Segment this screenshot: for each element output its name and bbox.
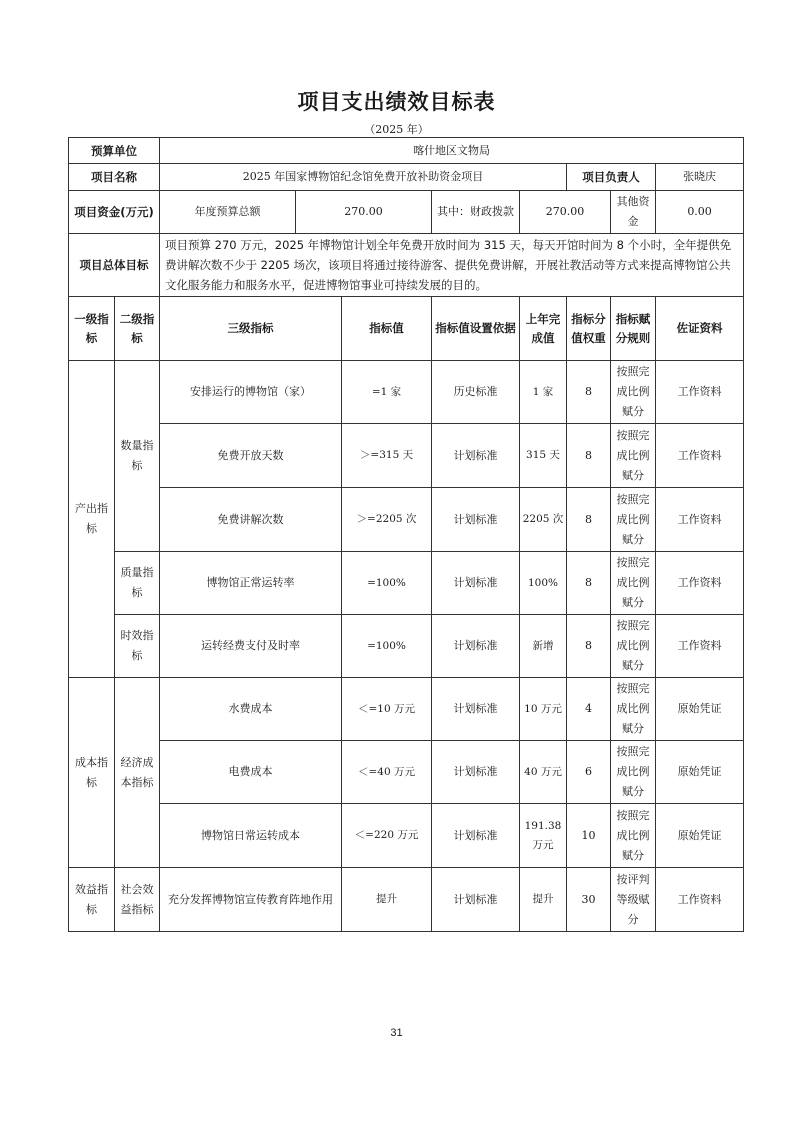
indicator-basis: 计划标准 [432,488,520,552]
header-level1: 一级指标 [69,297,115,361]
table-row [69,361,744,424]
group-quantity: 数量指标 [115,361,160,552]
indicator-evidence: 工作资料 [656,552,744,615]
indicator-last-year: 100% [520,552,567,615]
indicator-rule: 按照完成比例赋分 [611,424,656,488]
indicator-rule: 按评判等级赋分 [611,868,656,932]
group-timeliness: 时效指标 [115,615,160,678]
header-basis: 指标值设置依据 [432,297,520,361]
project-name-label: 项目名称 [69,164,160,191]
indicator-evidence: 原始凭证 [656,741,744,804]
project-funds-label: 项目资金(万元) [69,191,160,234]
group-quality: 质量指标 [115,552,160,615]
fiscal-allocation-label: 其中：财政拨款 [432,191,520,234]
indicator-weight: 4 [567,678,611,741]
fiscal-allocation-value: 270.00 [520,191,611,234]
indicator-last-year: 191.38 万元 [520,804,567,868]
table-row [69,741,744,804]
table-row [69,868,744,932]
annual-budget-value: 270.00 [296,191,432,234]
indicator-name: 充分发挥博物馆宣传教育阵地作用 [160,868,342,932]
table-row [69,615,744,678]
indicator-name: 水费成本 [160,678,342,741]
performance-target-table [68,137,744,932]
person-in-charge-value: 张晓庆 [656,164,744,191]
overall-goal-text: 项目预算 270 万元，2025 年博物馆计划全年免费开放时间为 315 天，每天开馆时间为 8 个小时，全年提供免费讲解次数不少于 2205 场次，该项目将通过接待游客、提供免费讲解，开展社教活动等方式来提高博物馆公共文化服务能力和服务水平，促进博物馆事业可持续发展的目的。 [160,234,744,297]
indicator-basis: 计划标准 [432,424,520,488]
project-name-value: 2025 年国家博物馆纪念馆免费开放补助资金项目 [160,164,567,191]
indicator-value: =100% [342,552,432,615]
group-output: 产出指标 [69,361,115,678]
indicator-value: ＜=220 万元 [342,804,432,868]
indicator-name: 免费讲解次数 [160,488,342,552]
indicator-value: ＜=10 万元 [342,678,432,741]
indicator-value: ＜=40 万元 [342,741,432,804]
budget-unit-value: 喀什地区文物局 [160,138,744,164]
indicator-name: 博物馆日常运转成本 [160,804,342,868]
indicator-rule: 按照完成比例赋分 [611,615,656,678]
table-row [69,804,744,868]
indicator-rule: 按照完成比例赋分 [611,678,656,741]
indicator-evidence: 工作资料 [656,615,744,678]
indicator-evidence: 原始凭证 [656,804,744,868]
header-last-year: 上年完成值 [520,297,567,361]
indicator-weight: 8 [567,552,611,615]
indicator-rule: 按照完成比例赋分 [611,488,656,552]
indicator-weight: 8 [567,424,611,488]
indicator-rule: 按照完成比例赋分 [611,552,656,615]
other-funds-value: 0.00 [656,191,744,234]
indicator-weight: 30 [567,868,611,932]
indicator-last-year: 10 万元 [520,678,567,741]
indicator-basis: 计划标准 [432,804,520,868]
annual-budget-label: 年度预算总额 [160,191,296,234]
indicator-weight: 6 [567,741,611,804]
indicator-weight: 8 [567,615,611,678]
header-rule: 指标赋分规则 [611,297,656,361]
indicator-last-year: 1 家 [520,361,567,424]
table-row [69,552,744,615]
indicator-last-year: 40 万元 [520,741,567,804]
indicator-basis: 计划标准 [432,741,520,804]
indicator-evidence: 原始凭证 [656,678,744,741]
indicator-last-year: 新增 [520,615,567,678]
indicator-rule: 按照完成比例赋分 [611,361,656,424]
indicator-value: ＞=315 天 [342,424,432,488]
header-level3: 三级指标 [160,297,342,361]
indicator-rule: 按照完成比例赋分 [611,741,656,804]
table-row [69,488,744,552]
indicator-name: 电费成本 [160,741,342,804]
indicator-basis: 计划标准 [432,615,520,678]
indicator-last-year: 315 天 [520,424,567,488]
indicator-name: 安排运行的博物馆（家） [160,361,342,424]
indicator-name: 免费开放天数 [160,424,342,488]
table-row [69,424,744,488]
indicator-basis: 计划标准 [432,552,520,615]
page-title: 项目支出绩效目标表 [297,90,496,114]
indicator-name: 运转经费支付及时率 [160,615,342,678]
indicator-evidence: 工作资料 [656,488,744,552]
indicator-weight: 8 [567,488,611,552]
group-benefit: 效益指标 [69,868,115,932]
header-value: 指标值 [342,297,432,361]
budget-unit-label: 预算单位 [69,138,160,164]
indicator-basis: 计划标准 [432,868,520,932]
table-row [69,678,744,741]
indicator-evidence: 工作资料 [656,361,744,424]
indicator-value: =100% [342,615,432,678]
header-evidence: 佐证资料 [656,297,744,361]
indicator-evidence: 工作资料 [656,424,744,488]
page-number: 31 [390,1027,403,1039]
indicator-basis: 历史标准 [432,361,520,424]
group-economic-cost: 经济成本指标 [115,678,160,868]
indicator-value: ＞=2205 次 [342,488,432,552]
person-in-charge-label: 项目负责人 [567,164,656,191]
indicator-last-year: 2205 次 [520,488,567,552]
other-funds-label: 其他资金 [611,191,656,234]
indicator-value: 提升 [342,868,432,932]
indicator-basis: 计划标准 [432,678,520,741]
indicator-weight: 8 [567,361,611,424]
overall-goal-label: 项目总体目标 [69,234,160,297]
indicator-name: 博物馆正常运转率 [160,552,342,615]
header-weight: 指标分值权重 [567,297,611,361]
year-label: （2025 年） [364,123,429,136]
indicator-weight: 10 [567,804,611,868]
group-social-benefit: 社会效益指标 [115,868,160,932]
indicator-rule: 按照完成比例赋分 [611,804,656,868]
header-level2: 二级指标 [115,297,160,361]
group-cost: 成本指标 [69,678,115,868]
indicator-value: =1 家 [342,361,432,424]
indicator-evidence: 工作资料 [656,868,744,932]
indicator-last-year: 提升 [520,868,567,932]
